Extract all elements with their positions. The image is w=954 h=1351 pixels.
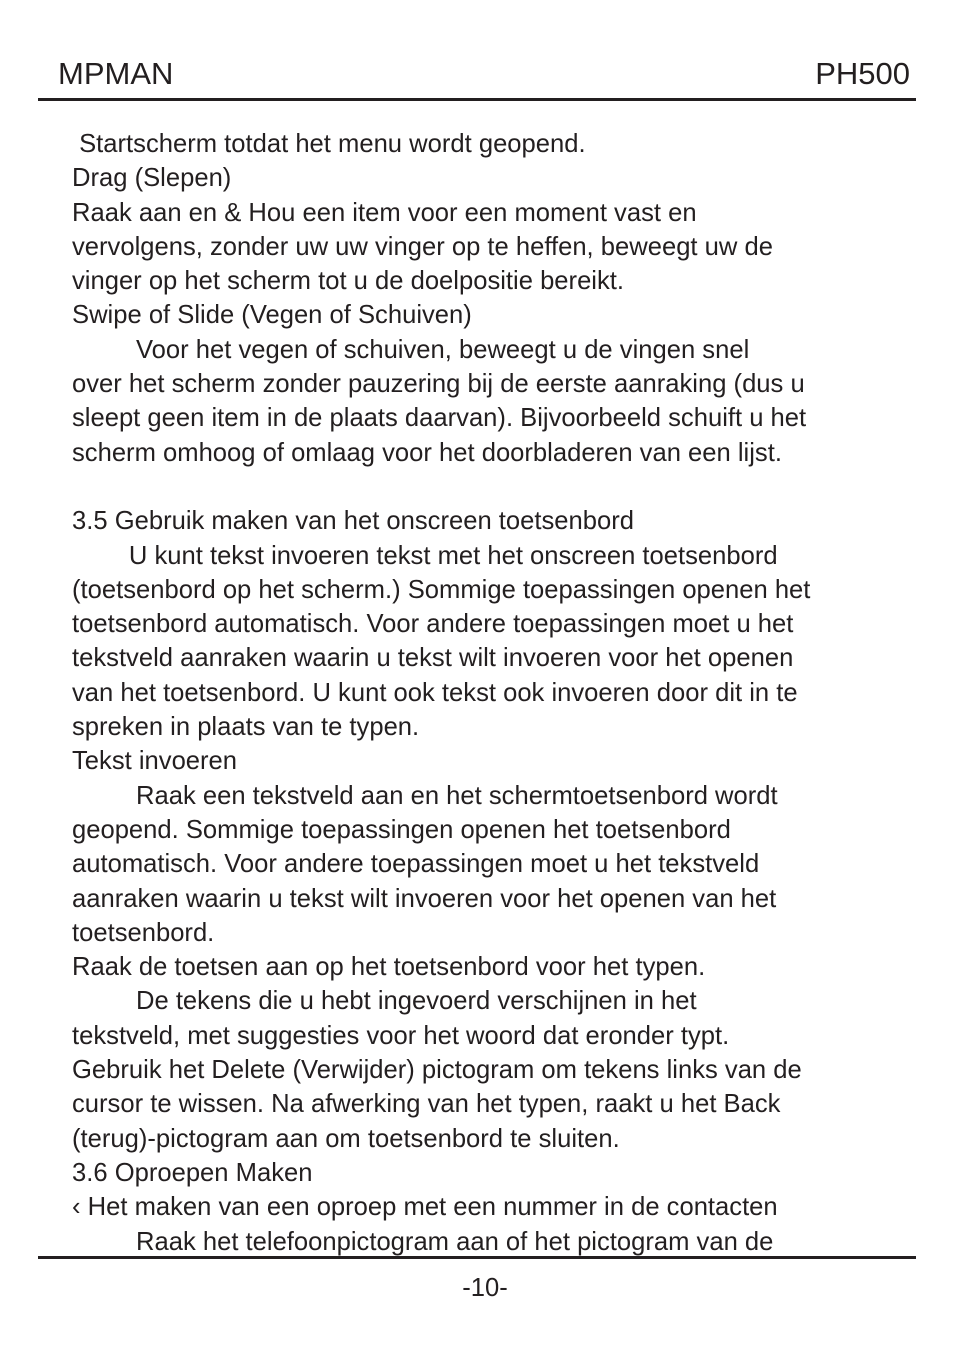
text-line: 3.5 Gebruik maken van het onscreen toetsenbord [72,507,634,536]
header-rule [38,98,916,101]
text-line: over het scherm zonder pauzering bij de eerste aanraking (dus u [72,370,805,399]
text-line [72,470,892,504]
text-line: Raak de toetsen aan op het toetsenbord voor het typen. [72,953,706,982]
text-line: (terug)-pictogram aan om toetsenbord te sluiten. [72,1124,620,1153]
text-line: tekstveld, met suggesties voor het woord dat eronder typt. [72,1021,730,1050]
text-line: Tekst invoeren [72,747,238,776]
text-line: toetsenbord. [72,918,215,947]
footer-rule [38,1256,916,1259]
page-number: -10- [462,1274,508,1302]
text-line: spreken in plaats van te typen. [72,713,420,742]
text-line: sleept geen item in de plaats daarvan). Bijvoorbeeld schuift u het [72,404,807,433]
text-line: Raak het telefoonpictogram aan of het pictogram van de [72,1227,774,1256]
text-line: scherm omhoog of omlaag voor het doorbladeren van een lijst. [72,438,782,467]
text-line: aanraken waarin u tekst wilt invoeren voor het openen van het [72,884,777,913]
text-line: geopend. Sommige toepassingen openen het toetsenbord [72,815,731,844]
text-line: van het toetsenbord. U kunt ook tekst ook invoeren door dit in te [72,678,798,707]
text-line: vervolgens, zonder uw uw vinger op te heffen, beweegt uw de [72,232,773,261]
text-line: De tekens die u hebt ingevoerd verschijnen in het [72,987,697,1016]
text-line: automatisch. Voor andere toepassingen moet u het tekstveld [72,850,760,879]
page-header [38,52,916,102]
text-line: Drag (Slepen) [72,164,232,193]
text-line: Raak een tekstveld aan en het schermtoetsenbord wordt [72,781,778,810]
body-text [72,127,892,1259]
text-line: (toetsenbord op het scherm.) Sommige toepassingen openen het [72,575,811,604]
text-line: Swipe of Slide (Vegen of Schuiven) [72,301,472,330]
text-line: U kunt tekst invoeren tekst met het onscreen toetsenbord [72,541,778,570]
text-line: vinger op het scherm tot u de doelpositie bereikt. [72,267,625,296]
text-line: cursor te wissen. Na afwerking van het typen, raakt u het Back [72,1090,781,1119]
text-line: Gebruik het Delete (Verwijder) pictogram om tekens links van de [72,1056,802,1085]
text-line: tekstveld aanraken waarin u tekst wilt invoeren voor het openen [72,644,794,673]
text-line: Raak aan en & Hou een item voor een moment vast en [72,198,697,227]
text-line: toetsenbord automatisch. Voor andere toepassingen moet u het [72,610,794,639]
brand-name: MPMAN [58,56,174,91]
text-line: 3.6 Oproepen Maken [72,1158,313,1187]
text-line: ‹ Het maken van een oproep met een nummer in de contacten [72,1193,778,1222]
model-name: PH500 [815,56,910,91]
text-line: Startscherm totdat het menu wordt geopend. [72,130,586,158]
text-line: Voor het vegen of schuiven, beweegt u de vingen snel [72,335,750,364]
